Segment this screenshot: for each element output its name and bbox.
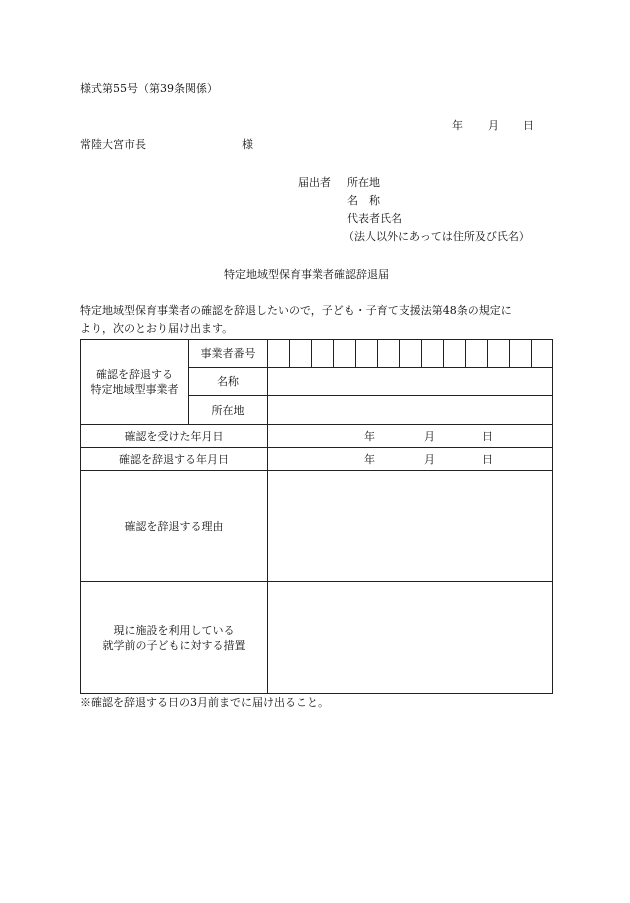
business-number-digit[interactable] (422, 340, 444, 368)
confirmed-year: 年 (364, 429, 375, 443)
name-label: 名称 (189, 368, 268, 396)
notifier-note: （法人以外にあっては住所及び氏名） (343, 230, 530, 243)
business-number-digit[interactable] (532, 340, 553, 368)
withdrawal-year: 年 (364, 452, 375, 466)
confirmed-date-label: 確認を受けた年月日 (81, 425, 268, 448)
business-number-digit[interactable] (510, 340, 532, 368)
business-label-line-1: 確認を辞退する (96, 368, 173, 381)
measures-label-line-2: 就学前の子どもに対する措置 (102, 638, 246, 652)
business-number-digit[interactable] (290, 340, 312, 368)
notifier-name: 名 称 (347, 194, 380, 207)
notifier-representative: 代表者氏名 (347, 212, 402, 225)
date-day-label: 日 (523, 119, 534, 132)
business-number-digit[interactable] (312, 340, 334, 368)
footnote: ※確認を辞退する日の3月前までに届け出ること。 (80, 696, 329, 709)
location-value-cell[interactable] (268, 396, 553, 425)
body-line-1: 特定地域型保育事業者の確認を辞退したいので，子ども・子育て支援法第48条の規定に (80, 304, 512, 317)
reason-label: 確認を辞退する理由 (81, 471, 268, 582)
notifier-label: 届出者 (298, 176, 331, 189)
business-number-digit[interactable] (444, 340, 466, 368)
business-number-digit[interactable] (488, 340, 510, 368)
document-title: 特定地域型保育事業者確認辞退届 (224, 268, 389, 281)
addressee: 常陸大宮市長 (80, 138, 146, 151)
withdrawal-date-value[interactable] (268, 448, 553, 471)
business-number-digit[interactable] (378, 340, 400, 368)
confirmed-month: 月 (424, 429, 435, 443)
name-value-cell[interactable] (268, 368, 553, 396)
withdrawal-table (80, 339, 553, 694)
business-number-digit[interactable] (466, 340, 488, 368)
honorific: 様 (242, 138, 253, 151)
business-number-digit[interactable] (400, 340, 422, 368)
business-number-digit[interactable] (334, 340, 356, 368)
form-number: 様式第55号（第39条関係） (80, 82, 218, 95)
business-number-digit[interactable] (268, 340, 290, 368)
business-label-cell (81, 340, 189, 425)
measures-label-line-1: 現に施設を利用している (113, 623, 235, 637)
date-month-label: 月 (488, 119, 499, 132)
business-label-line-2: 特定地域型事業者 (90, 383, 179, 396)
location-label: 所在地 (189, 396, 268, 425)
notifier-location: 所在地 (347, 176, 380, 189)
confirmed-date-value[interactable] (268, 425, 553, 448)
confirmed-day: 日 (482, 429, 493, 443)
measures-value-cell[interactable] (268, 582, 553, 694)
date-year-label: 年 (452, 119, 463, 132)
withdrawal-month: 月 (424, 452, 435, 466)
measures-label-cell (81, 582, 268, 694)
business-number-label: 事業者番号 (189, 340, 268, 368)
withdrawal-day: 日 (482, 452, 493, 466)
business-number-digit[interactable] (356, 340, 378, 368)
body-line-2: より，次のとおり届け出ます。 (80, 322, 234, 335)
reason-value-cell[interactable] (268, 471, 553, 582)
withdrawal-date-label: 確認を辞退する年月日 (81, 448, 268, 471)
